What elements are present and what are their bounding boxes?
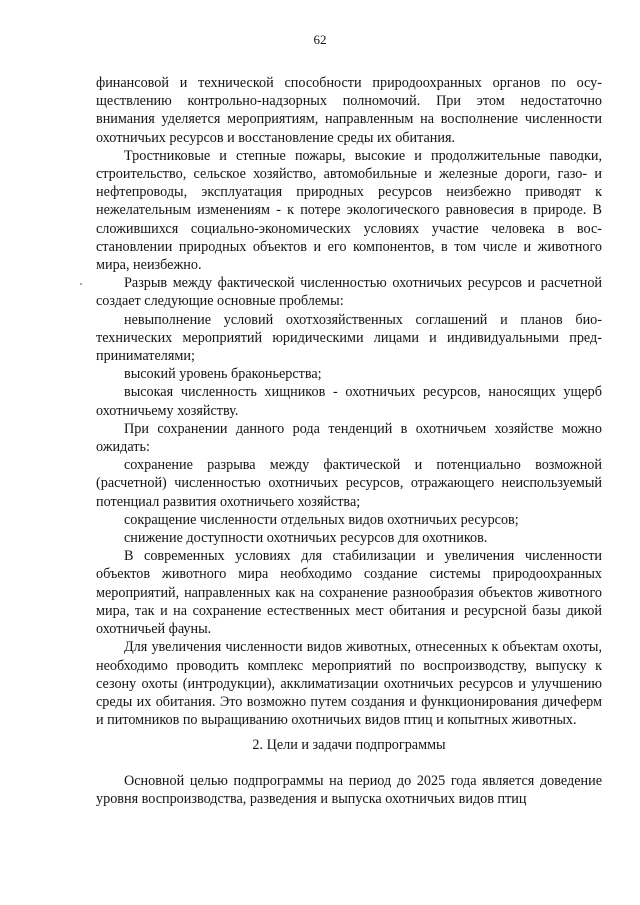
list-item-decline: сокращение численности отдельных видов охотничьих ресурсов;	[124, 511, 519, 528]
section-body	[96, 772, 602, 808]
list-item-predators: высокая численность хищников - охотничьих ресурсов, наносящих ущерб охотничьему хозяйству.	[96, 384, 602, 419]
paragraph-fires-and-development: Тростниковые и степные пожары, высокие и продолжительные паводки, строительство, сельское хозяйство, автомобильные и железные дороги, газо- и нефтепроводы, эксплуатация природных ресурсов неизбежно приводят к нежелательным изменениям - к потере экологического равновесия в природе. В сложившихся социально-экономических условиях участие человека в восстановлении природных объектов и его компонентов, в том числе и животного мира, неизбежно.	[96, 147, 602, 274]
paragraph-main-goal: Основной целью подпрограммы на период до 2025 года является доведение уровня воспроизводства, разведения и выпуска охотничьих видов птиц	[96, 773, 602, 808]
paragraph-intro-continuation: финансовой и технической способности природоохранных органов по осуществлению контрольно-надзорных полномочий. При этом недостаточно внимания уделяется мероприятиям, направленным на восполнение численности охотничьих ресурсов и восстановление среды их обитания.	[96, 75, 602, 146]
list-item-agreements: невыполнение условий охотхозяйственных соглашений и планов биотехнических мероприятий юридическими лицами и индивидуальными предпринимателями;	[96, 311, 602, 365]
section-heading: 2. Цели и задачи подпрограммы	[252, 737, 446, 753]
list-item-poaching: высокий уровень браконьерства;	[124, 366, 322, 383]
page-number: 62	[313, 32, 327, 47]
paragraph-stabilization: В современных условиях для стабилизации и увеличения численности объектов животного мира необходимо создание системы природоохранных мероприятий, направленных как на сохранение разнообразия объектов животного мира, так и на сохранение естественных мест обитания и ресурсной базы дикой охотничьей фауны.	[96, 548, 602, 638]
paragraph-problems-intro: Разрыв между фактической численностью охотничьих ресурсов и расчетной создает следующие основные проблемы:	[96, 275, 602, 310]
body-text	[96, 74, 602, 729]
margin-mark	[80, 283, 82, 285]
list-item-availability: снижение доступности охотничьих ресурсов для охотников.	[124, 530, 488, 547]
paragraph-increase-measures: Для увеличения численности видов животных, отнесенных к объектам охоты, необходимо проводить комплекс мероприятий по воспроизводству, выпуску к сезону охоты (интродукции), акклиматизации охотничьих ресурсов и улучшению среды их обитания. Это возможно путем создания и функционирования дичеферм и питомников по выращиванию охотничьих видов птиц и копытных животных.	[96, 639, 602, 729]
paragraph-expectations-intro: При сохранении данного рода тенденций в охотничьем хозяйстве можно ожидать:	[96, 420, 602, 456]
list-item-gap: сохранение разрыва между фактической и потенциально возможной (расчетной) численностью охотничьих ресурсов, отражающего неиспользуемый потенциал развития охотничьего хозяйства;	[96, 457, 602, 510]
